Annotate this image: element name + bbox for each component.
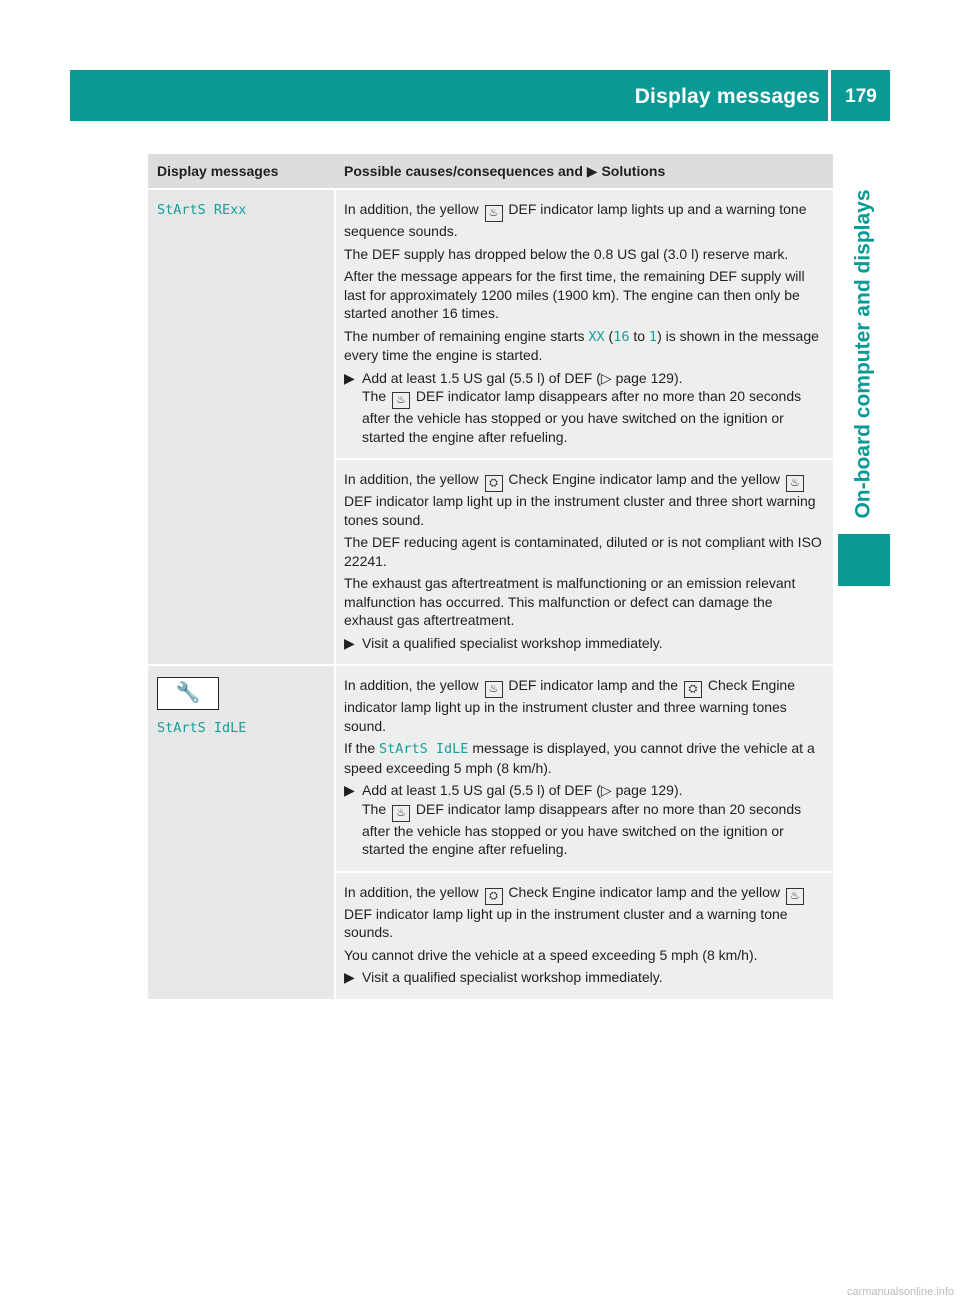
message-cell: [148, 666, 336, 999]
page-header: [70, 70, 890, 121]
table-header: [148, 154, 833, 188]
section-title: Display messages: [634, 85, 820, 108]
cause-block: [336, 190, 833, 458]
paragraph: The number of remaining engine starts XX (16 to 1) is shown in the message every time the engine is started.: [344, 327, 819, 363]
paragraph: If the StArtS IdLE message is displayed, you cannot drive the vehicle at a speed exceeding 5 mph (8 km/h).: [344, 740, 815, 776]
chapter-tab-label: On-board computer and displays: [852, 188, 875, 519]
arrow-icon: ▶: [344, 969, 355, 985]
message-code: StArtS IdLE: [157, 720, 247, 736]
page-ref-icon: ▷: [600, 782, 612, 798]
watermark: carmanualsonline.info: [846, 1286, 954, 1298]
message-cell: [148, 190, 336, 664]
solution-step: ▶ Visit a qualified specialist workshop immediately.: [344, 969, 663, 985]
chapter-tab: [838, 121, 890, 586]
header-divider: [828, 70, 831, 121]
check-engine-icon: ⛭: [684, 681, 702, 698]
paragraph: In addition, the yellow ⛭ Check Engine indicator lamp and the yellow ♨ DEF indicator lamp light up in the instrument cluster and three short warning tones sound.: [344, 471, 816, 528]
paragraph: The DEF supply has dropped below the 0.8 US gal (3.0 l) reserve mark.: [344, 245, 789, 262]
paragraph: After the message appears for the first time, the remaining DEF supply will last for approximately 1200 miles (1900 km). The engine can then only be started another 16 times.: [344, 268, 805, 321]
check-engine-icon: ⛭: [485, 475, 503, 492]
column-header-causes: [336, 162, 833, 181]
paragraph: In addition, the yellow ♨ DEF indicator lamp and the ⛭ Check Engine indicator lamp light up in the instrument cluster and three warning tones sound.: [344, 677, 796, 734]
arrow-icon: ▶: [586, 162, 598, 179]
def-indicator-icon: ♨: [485, 681, 503, 698]
paragraph: The DEF reducing agent is contaminated, diluted or is not compliant with ISO 22241.: [344, 534, 822, 569]
check-engine-icon: ⛭: [485, 888, 503, 905]
display-messages-table: [148, 154, 833, 999]
table-row: [148, 190, 833, 664]
def-indicator-icon: ♨: [786, 888, 804, 905]
arrow-icon: ▶: [344, 782, 355, 798]
message-code: StArtS RExx: [157, 202, 247, 218]
solution-step: ▶ Add at least 1.5 US gal (5.5 l) of DEF (▷ page 129). The ♨ DEF indicator lamp disappears after no more than 20 seconds after the vehicle has stopped or you have switched on the ignition or started the engine after refueling.: [344, 782, 802, 857]
table-row: [148, 666, 833, 999]
def-indicator-icon: ♨: [786, 475, 804, 492]
arrow-icon: ▶: [344, 634, 355, 651]
solution-step: ▶ Visit a qualified specialist workshop immediately.: [344, 634, 663, 651]
page-number: 179: [845, 86, 877, 107]
cause-block: [336, 666, 833, 871]
wrench-icon: 🔧: [157, 677, 219, 710]
paragraph: The exhaust gas aftertreatment is malfunctioning or an emission relevant malfunction has occurred. This malfunction or defect can damage the exhaust gas aftertreatment.: [344, 575, 796, 628]
def-indicator-icon: ♨: [392, 805, 410, 822]
page-link[interactable]: page 129).: [615, 782, 683, 798]
cause-block: [336, 873, 833, 999]
paragraph: You cannot drive the vehicle at a speed exceeding 5 mph (8 km/h).: [344, 946, 758, 963]
page-ref-icon: ▷: [600, 369, 612, 386]
paragraph: In addition, the yellow ♨ DEF indicator lamp lights up and a warning tone sequence sounds.: [344, 201, 807, 239]
cause-block: [336, 460, 833, 664]
chapter-tab-marker: [838, 534, 890, 586]
page-link[interactable]: page 129).: [615, 369, 683, 386]
def-indicator-icon: ♨: [392, 392, 410, 409]
arrow-icon: ▶: [344, 369, 355, 386]
solution-step: ▶ Add at least 1.5 US gal (5.5 l) of DEF (▷ page 129). The ♨ DEF indicator lamp disappears after no more than 20 seconds after the vehicle has stopped or you have switched on the ignition or started the engine after refueling.: [344, 369, 802, 445]
paragraph: In addition, the yellow ⛭ Check Engine indicator lamp and the yellow ♨ DEF indicator lamp light up in the instrument cluster and a warning tone sounds.: [344, 883, 825, 942]
def-indicator-icon: ♨: [485, 205, 503, 222]
column-header-messages: Display messages: [157, 162, 279, 179]
column-header-causes-pre: Possible causes/consequences and: [344, 162, 583, 179]
column-header-causes-post: Solutions: [601, 162, 666, 179]
